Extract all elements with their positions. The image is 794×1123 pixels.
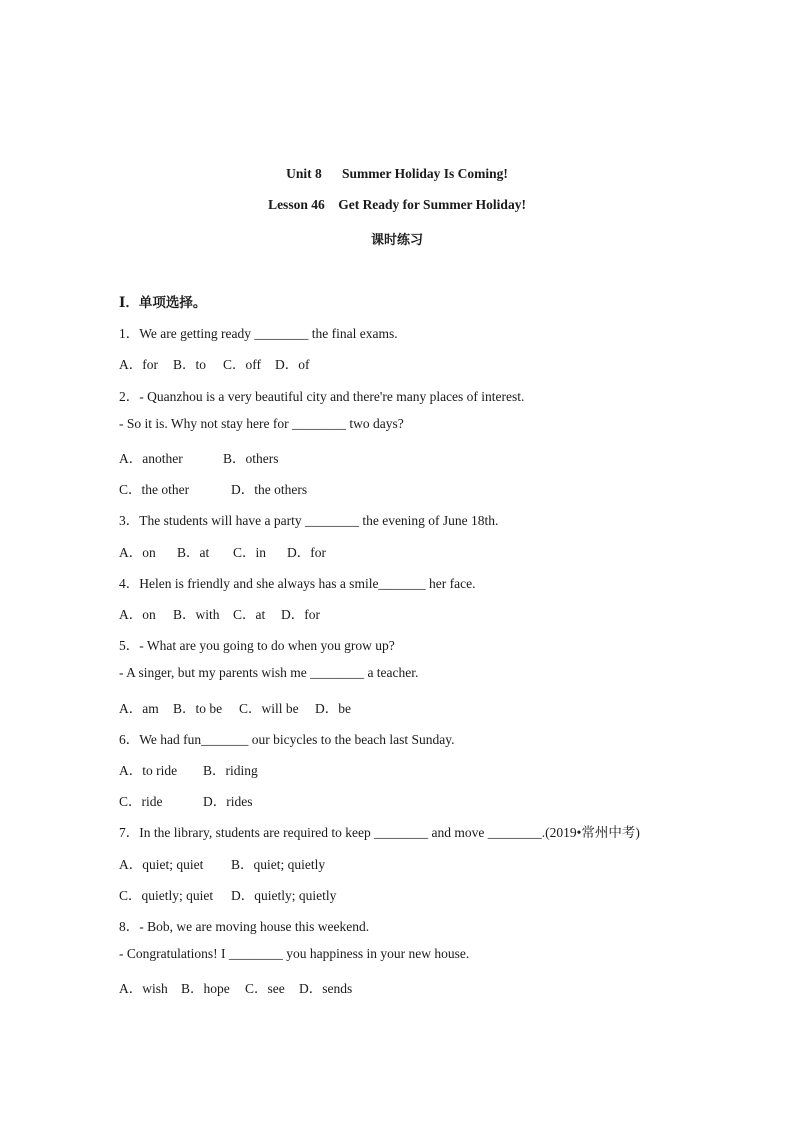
worksheet-subtitle: 课时练习	[370, 232, 423, 247]
question-2-stem: 2．- Quanzhou is a very beautiful city and there're many places of interest.	[119, 389, 525, 404]
option-c: C．see	[245, 981, 285, 996]
lesson-title: Lesson 46 Get Ready for Summer Holiday!	[268, 197, 526, 212]
option-c: C．off	[223, 357, 262, 372]
option-a: A．to ride	[119, 763, 178, 778]
option-c: C．ride	[119, 794, 163, 809]
question-1-stem: 1．We are getting ready ________ the final exams.	[119, 326, 398, 341]
option-a: A．for	[119, 357, 158, 372]
option-b: B．quiet; quietly	[231, 857, 326, 872]
option-d: D．for	[281, 607, 320, 622]
option-b: B．riding	[203, 763, 258, 778]
option-d: D．rides	[203, 794, 253, 809]
option-d: D．for	[287, 545, 326, 560]
question-3-stem: 3．The students will have a party ________ the evening of June 18th.	[119, 513, 499, 528]
option-b: B．to be	[173, 701, 223, 716]
question-6-stem: 6．We had fun_______ our bicycles to the beach last Sunday.	[119, 732, 455, 747]
option-a: A．on	[119, 545, 156, 560]
option-a: A．on	[119, 607, 156, 622]
option-c: C．in	[233, 545, 267, 560]
option-c: C．will be	[239, 701, 299, 716]
question-4-stem: 4．Helen is friendly and she always has a smile_______ her face.	[119, 576, 476, 591]
option-a: A．quiet; quiet	[119, 857, 204, 872]
option-b: B．with	[173, 607, 220, 622]
option-a: A．am	[119, 701, 159, 716]
option-b: B．others	[223, 451, 279, 466]
option-a: A．wish	[119, 981, 168, 996]
option-d: D．be	[315, 701, 351, 716]
option-a: A．another	[119, 451, 183, 466]
question-7-stem: 7．In the library, students are required to keep ________ and move ________.(2019•常州中考)	[119, 825, 640, 840]
option-d: D．the others	[231, 482, 308, 497]
option-c: C．quietly; quiet	[119, 888, 214, 903]
option-b: B．at	[177, 545, 210, 560]
question-8-reply: - Congratulations! I ________ you happiness in your new house.	[119, 946, 470, 961]
question-8-stem: 8．- Bob, we are moving house this weekend.	[119, 919, 370, 934]
option-d: D．sends	[299, 981, 353, 996]
question-5-stem: 5．- What are you going to do when you grow up?	[119, 638, 395, 653]
option-d: D．quietly; quietly	[231, 888, 337, 903]
question-2-reply: - So it is. Why not stay here for ________ two days?	[119, 416, 404, 431]
unit-title: Unit 8 Summer Holiday Is Coming!	[286, 166, 508, 181]
option-d: D．of	[275, 357, 310, 372]
question-5-reply: - A singer, but my parents wish me ________ a teacher.	[119, 665, 419, 680]
option-b: B．to	[173, 357, 207, 372]
option-c: C．at	[233, 607, 266, 622]
option-b: B．hope	[181, 981, 230, 996]
option-c: C．the other	[119, 482, 190, 497]
section-heading: Ⅰ．单项选择。	[119, 295, 207, 310]
